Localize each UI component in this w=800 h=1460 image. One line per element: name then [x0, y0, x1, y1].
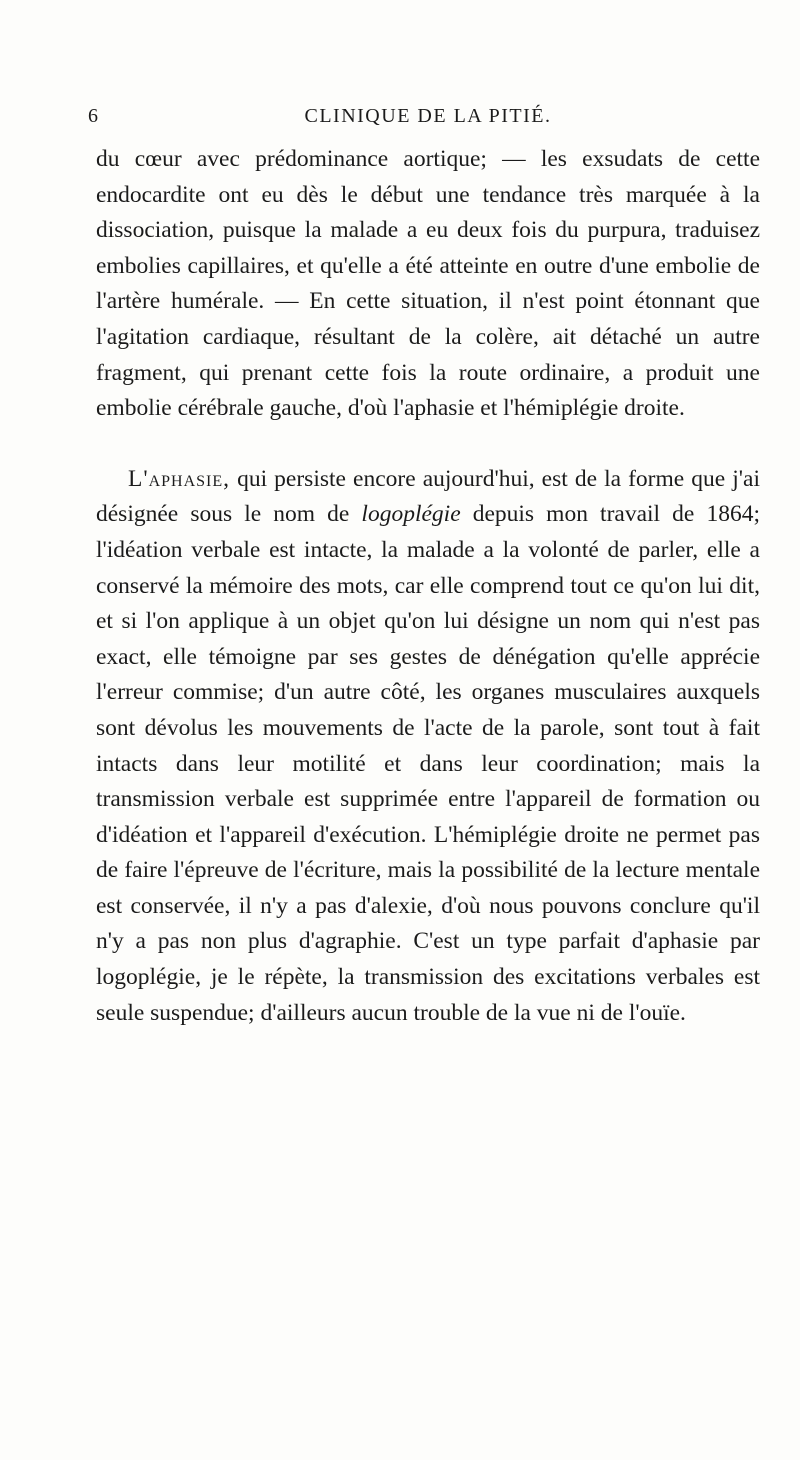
page-number: 6 — [88, 105, 99, 127]
paragraph-2-text-a: qui persiste encore aujourd'hui, est de la forme que j'ai désignée sous le nom de — [96, 465, 760, 528]
paragraph-1: du cœur avec prédominance aortique; — les exsudats de cette endocardite ont eu dès le début une tendance très marquée à la dissociation, puisque la malade a eu deux fois du purpura, traduisez embolies capillaires, et qu'elle a été atteinte en outre d'une embolie de l'artère humérale. — En cette situation, il n'est point étonnant que l'agitation cardiaque, résultant de la colère, ait détaché un autre fragment, qui prenant cette fois la route ordinaire, a produit une embolie cérébrale gauche, d'où l'aphasie et l'hémiplégie droite. — [96, 146, 760, 422]
paragraph-2 — [96, 462, 760, 1032]
paragraph-2-text-b: depuis mon travail de 1864; l'idéation verbale est intacte, la malade a la volonté de parler, elle a conservé la mémoire des mots, car elle comprend tout ce qu'on lui dit, et si l'on applique à un objet qu'on lui désigne un nom qui n'est pas exact, elle témoigne par ses gestes de dénégation qu'elle apprécie l'erreur commise; d'un autre côté, les organes musculaires auxquels sont dévolus les mouvements de l'acte de la parole, sont tout à fait intacts dans leur motilité et dans leur coordination; mais la transmission verbale est supprimée entre l'appareil de formation ou d'idéation et l'appareil d'exécution. L'hémiplégie droite ne permet pas de faire l'épreuve de l'écriture, mais la possibilité de la lecture mentale est conservée, il n'y a pas d'alexie, d'où nous pouvons conclure qu'il n'y a pas non plus d'agraphie. C'est un type parfait d'aphasie par logoplégie, je le répète, la transmission des excitations verbales est seule suspendue; d'ailleurs aucun trouble de la vue ni de l'ouïe. — [96, 501, 760, 1026]
italic-term-logoplegie: logoplégie — [361, 501, 461, 528]
paragraph-lead-smallcaps: L'aphasie, — [128, 465, 231, 492]
body-text — [96, 142, 760, 1031]
page-header — [88, 105, 768, 135]
running-title: CLINIQUE DE LA PITIÉ. — [304, 105, 552, 127]
